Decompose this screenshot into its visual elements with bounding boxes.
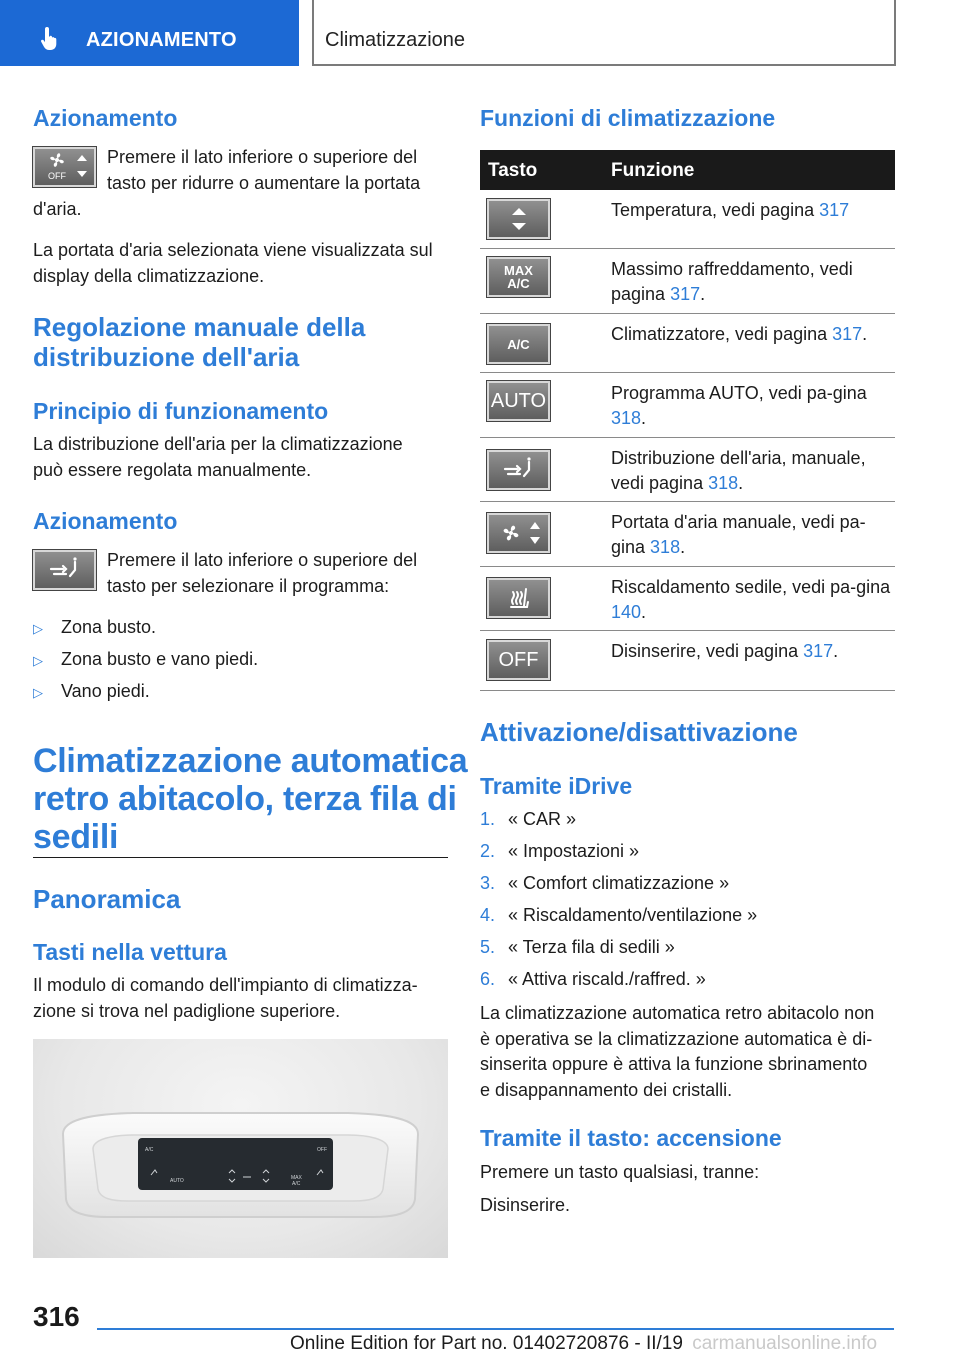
portata-line-b: display della climatizzazione. — [33, 266, 265, 286]
list-item: 5. « Terza fila di sedili » — [480, 937, 675, 957]
azionamento-1-line-a: Premere il lato inferiore o superiore del — [107, 147, 418, 167]
page-link[interactable]: 317 — [803, 641, 834, 661]
row-function-text: Programma AUTO, vedi pa-gina 318. — [611, 383, 867, 428]
column-header-tasto: Tasto — [488, 160, 538, 181]
list-item: 4. « Riscaldamento/ventilazione » — [480, 905, 758, 925]
auto-icon: AUTO — [487, 381, 550, 421]
page-link[interactable]: 140 — [611, 602, 642, 622]
heading-tasto-accensione: Tramite il tasto: accensione — [480, 1125, 782, 1151]
watermark: carmanualsonline.info — [692, 1333, 878, 1354]
footer-edition: Online Edition for Part no. 01402720876 - II/19 carmanualsonline.info — [290, 1333, 878, 1354]
max-ac-icon: MAX A/C — [487, 257, 550, 297]
heading-idrive: Tramite iDrive — [480, 773, 633, 799]
hand-pointer-icon — [38, 24, 66, 52]
azionamento-2-line-a: Premere il lato inferiore o superiore del — [107, 550, 418, 570]
air-distribution-icon — [487, 450, 550, 490]
page-link[interactable]: 318 — [650, 537, 681, 557]
main-heading-line-b: retro abitacolo, terza fila di — [33, 780, 457, 818]
azionamento-1-line-b: tasto per ridurre o aumentare la portata — [107, 173, 421, 193]
note-line-d: e disappannamento dei cristalli. — [480, 1080, 733, 1100]
heading-azionamento-1: Azionamento — [33, 105, 178, 131]
svg-text:OFF: OFF — [317, 1147, 327, 1153]
svg-text:AUTO: AUTO — [170, 1178, 184, 1184]
tasti-line-b: zione si trova nel padiglione superiore. — [33, 1001, 341, 1021]
heading-attivazione: Attivazione/disattivazione — [480, 717, 798, 747]
climate-panel-illustration — [33, 1039, 448, 1258]
svg-text:OFF: OFF — [47, 171, 66, 181]
triangle-bullet-icon: ▷ — [33, 621, 43, 636]
page-number: 316 — [33, 1301, 80, 1332]
page-link[interactable]: 317 — [832, 324, 863, 344]
rear-climate-panel-photo — [33, 1039, 448, 1258]
list-item: 2. « Impostazioni » — [480, 841, 640, 861]
fan-off-icon — [37, 149, 93, 185]
table-row — [480, 631, 895, 691]
table-row — [480, 314, 895, 373]
row-function-text: Portata d'aria manuale, vedi pa-gina 318. — [611, 512, 866, 557]
list-item: 3. « Comfort climatizzazione » — [480, 873, 730, 893]
list-item: ▷ Zona busto. — [33, 617, 157, 637]
table-row — [480, 373, 895, 438]
svg-text:A/C: A/C — [292, 1181, 301, 1187]
page-link[interactable]: 317 — [819, 200, 850, 220]
triangle-bullet-icon: ▷ — [33, 685, 43, 700]
heading-tasti: Tasti nella vettura — [33, 939, 227, 965]
column-header-funzione: Funzione — [611, 160, 695, 181]
portata-line-a: La portata d'aria selezionata viene visualizzata sul — [33, 240, 433, 260]
svg-text:MAX: MAX — [291, 1175, 302, 1181]
table-row — [480, 249, 895, 314]
azionamento-2-line-b: tasto per selezionare il programma: — [107, 576, 390, 596]
ac-icon: A/C — [487, 324, 550, 364]
off-icon: OFF — [487, 640, 550, 680]
page-header-title: Climatizzazione — [325, 29, 466, 51]
note-line-c: sinserita oppure è attiva la funzione sbrinamento — [480, 1054, 868, 1074]
table-row — [480, 502, 895, 567]
footer-rule — [97, 1328, 894, 1330]
row-function-text: Distribuzione dell'aria, manuale, vedi pagina 318. — [611, 448, 866, 493]
heading-underline — [33, 857, 448, 858]
triangle-bullet-icon: ▷ — [33, 653, 43, 668]
functions-table — [480, 150, 895, 691]
fan-off-key-icon — [33, 147, 96, 187]
list-item: ▷ Vano piedi. — [33, 681, 150, 701]
principio-line-a: La distribuzione dell'aria per la climatizzazione — [33, 434, 403, 454]
row-function-text: Temperatura, vedi pagina 317 — [611, 200, 850, 220]
list-item: ▷ Zona busto e vano piedi. — [33, 649, 259, 669]
table-row — [480, 190, 895, 249]
tasti-line-a: Il modulo di comando dell'impianto di climatizza- — [33, 975, 418, 995]
air-distribution-icon — [37, 552, 93, 588]
note-line-a: La climatizzazione automatica retro abitacolo non — [480, 1003, 875, 1023]
azionamento-1-line-c: d'aria. — [33, 199, 82, 219]
section-tab — [0, 0, 299, 66]
heading-azionamento-2: Azionamento — [33, 508, 178, 534]
table-row — [480, 438, 895, 502]
temperature-arrows-icon — [487, 199, 550, 239]
table-row — [480, 567, 895, 631]
heading-regolazione-b: distribuzione dell'aria — [33, 342, 300, 372]
heading-regolazione-a: Regolazione manuale della — [33, 312, 366, 342]
page-link[interactable]: 318 — [611, 408, 642, 428]
page-link[interactable]: 318 — [708, 473, 739, 493]
fan-arrows-icon — [487, 513, 550, 553]
principio-line-b: può essere regolata manualmente. — [33, 460, 312, 480]
svg-text:A/C: A/C — [145, 1147, 154, 1153]
main-heading-line-a: Climatizzazione automatica — [33, 742, 468, 780]
main-heading-line-c: sedili — [33, 818, 119, 856]
tasto-line-a: Premere un tasto qualsiasi, tranne: — [480, 1162, 760, 1182]
air-distribution-key-icon — [33, 550, 96, 590]
seat-heating-icon — [487, 578, 550, 618]
heading-funzioni: Funzioni di climatizzazione — [480, 105, 776, 131]
row-function-text: Climatizzatore, vedi pagina 317. — [611, 324, 868, 344]
list-item: 1. « CAR » — [480, 809, 577, 829]
row-function-text: Disinserire, vedi pagina 317. — [611, 641, 839, 661]
list-item: 6. « Attiva riscald./raffred. » — [480, 969, 706, 989]
heading-principio: Principio di funzionamento — [33, 398, 329, 424]
section-tab-label: AZIONAMENTO — [86, 29, 237, 51]
page-link[interactable]: 317 — [670, 284, 701, 304]
row-function-text: Massimo raffreddamento, vedi pagina 317. — [611, 259, 853, 304]
note-line-b: è operativa se la climatizzazione automatica è di- — [480, 1029, 873, 1049]
table-header — [480, 150, 895, 190]
tasto-line-b: Disinserire. — [480, 1195, 571, 1215]
row-function-text: Riscaldamento sedile, vedi pa-gina 140. — [611, 577, 891, 622]
heading-panoramica: Panoramica — [33, 884, 181, 914]
